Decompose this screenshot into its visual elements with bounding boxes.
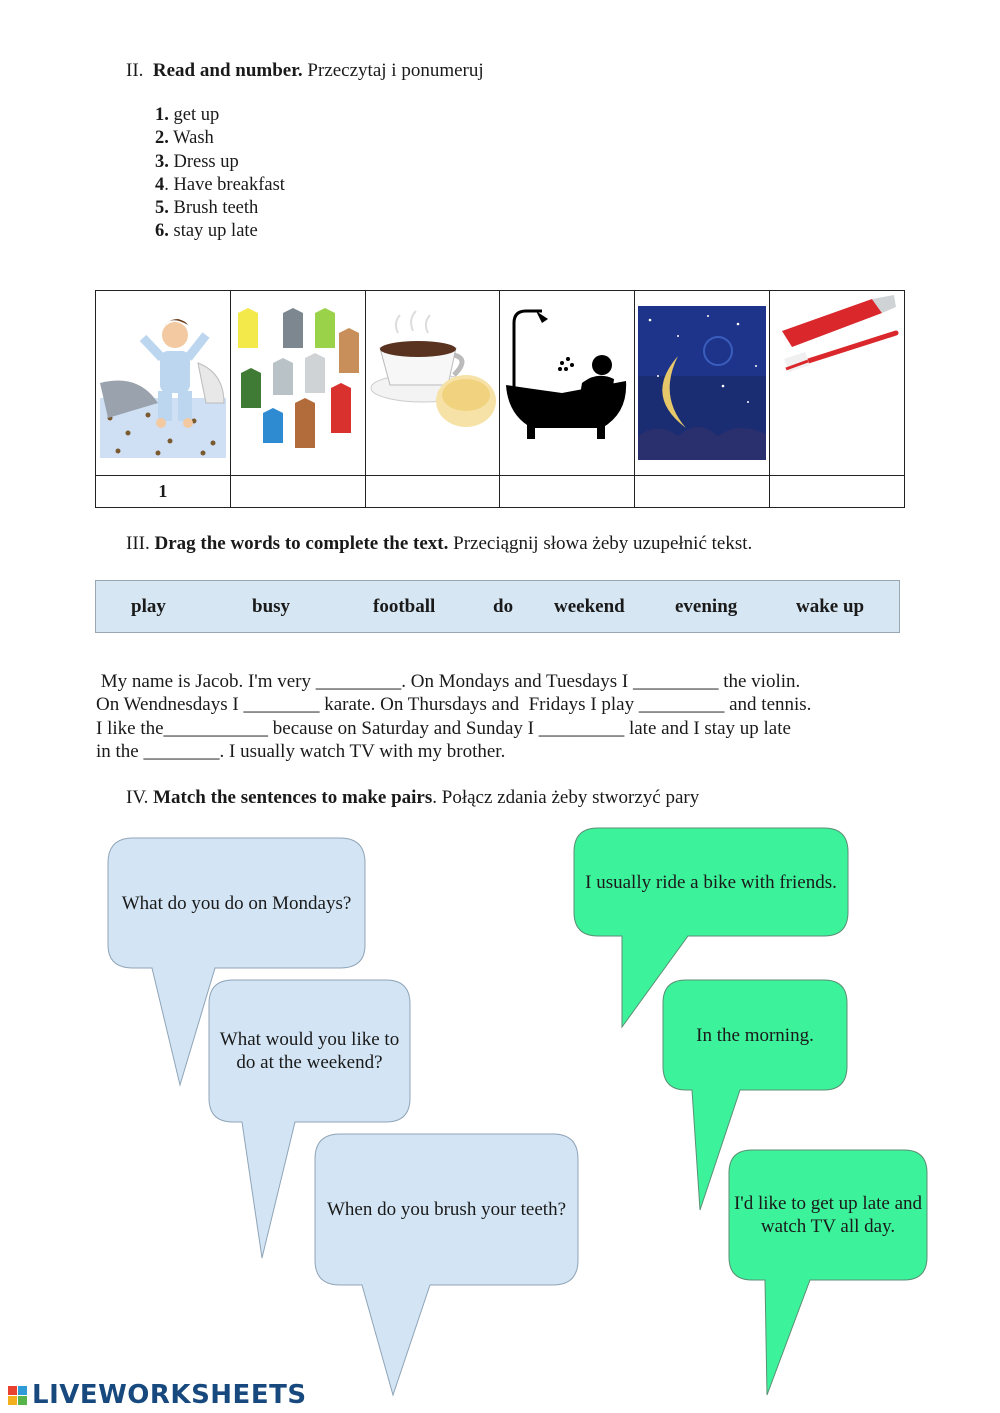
section-numeral: II.	[126, 60, 144, 81]
list-item: 3. Dress up	[155, 151, 239, 172]
word-football[interactable]: football	[373, 596, 436, 617]
instruction-bold: Drag the words to complete the text.	[154, 533, 449, 554]
liveworksheets-badge-icon	[8, 1386, 28, 1406]
text-line: On Wendnesdays I ________ karate. On Thursdays and Fridays I play _________ and tennis.	[96, 694, 812, 716]
word-weekend[interactable]: weekend	[554, 596, 625, 617]
instruction-polish: Przeczytaj i ponumeruj	[307, 60, 484, 81]
list-item: 2. Wash	[155, 128, 214, 149]
text-line: I like the___________ because on Saturday and Sunday I _________ late and I stay up late	[96, 717, 791, 739]
word-evening[interactable]: evening	[675, 596, 738, 617]
section-numeral: IV.	[126, 787, 149, 808]
question-bubble-mondays[interactable]: What do you do on Mondays?	[121, 892, 352, 914]
answer-cell[interactable]: 1	[96, 476, 231, 508]
answer-bubble-ride-bike[interactable]: I usually ride a bike with friends.	[585, 871, 837, 893]
text-line: in the ________. I usually watch TV with my brother.	[96, 740, 506, 762]
instruction-bold: Match the sentences to make pairs	[153, 787, 433, 808]
word-do[interactable]: do	[493, 596, 514, 617]
question-bubble-brush-teeth[interactable]: When do you brush your teeth?	[326, 1199, 567, 1220]
section-numeral: III.	[126, 533, 150, 554]
list-item: 4. Have breakfast	[155, 174, 285, 195]
question-bubble-weekend[interactable]: What would you like to do at the weekend?	[219, 1029, 400, 1073]
instruction-bold: Read and number.	[152, 60, 303, 81]
liveworksheets-logo[interactable]: LIVEWORKSHEETS	[32, 1380, 307, 1410]
list-item: 1. get up	[155, 105, 220, 125]
answer-bubble-morning[interactable]: In the morning.	[696, 1024, 814, 1046]
list-item: 6. stay up late	[155, 221, 258, 242]
word-play[interactable]: play	[131, 596, 166, 617]
word-busy[interactable]: busy	[252, 596, 291, 617]
instruction-polish: . Połącz zdania żeby stworzyć pary	[432, 787, 700, 808]
list-item: 5. Brush teeth	[155, 198, 259, 219]
instruction-polish: Przeciągnij słowa żeby uzupełnić tekst.	[453, 533, 753, 554]
text-line: My name is Jacob. I'm very _________. On Mondays and Tuesdays I _________ the violin.	[96, 671, 801, 692]
word-wake-up[interactable]: wake up	[796, 596, 865, 617]
answer-bubble-get-up-late[interactable]: I'd like to get up late and watch TV all day.	[733, 1193, 923, 1237]
